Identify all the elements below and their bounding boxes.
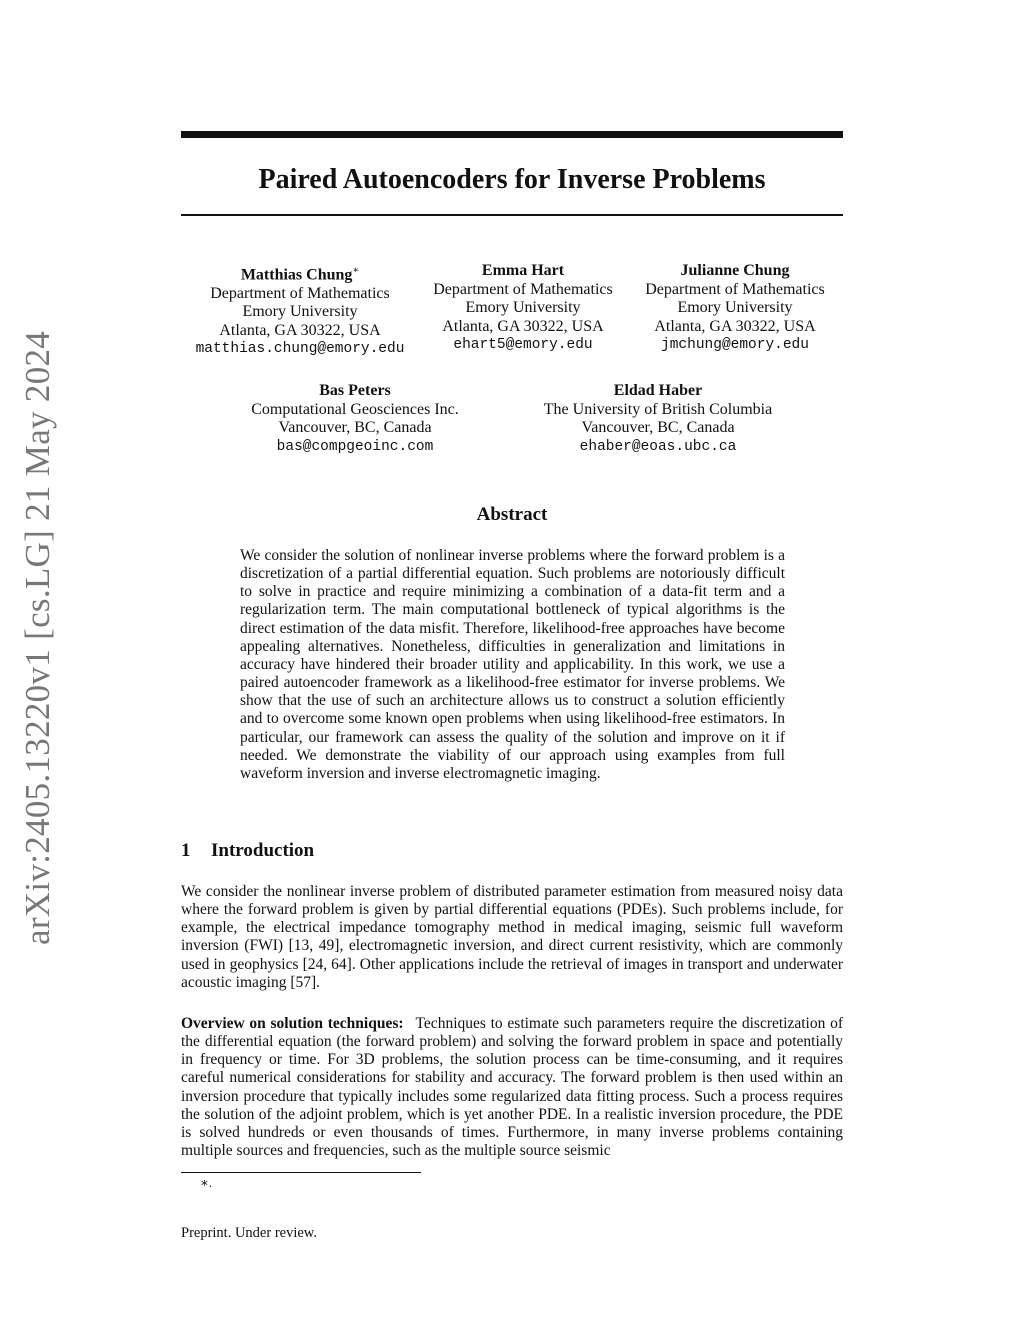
section-heading xyxy=(181,839,314,863)
footnote: ∗. xyxy=(200,1175,213,1190)
author-email[interactable]: bas@compgeoinc.com xyxy=(276,438,434,455)
paper-title: Paired Autoencoders for Inverse Problems xyxy=(258,164,766,195)
overview-paragraph xyxy=(181,1015,843,1160)
section-number: 1 xyxy=(181,840,191,861)
author-department: Department of Mathematics xyxy=(433,280,613,298)
author-block xyxy=(615,262,855,355)
author-institution: Emory University xyxy=(465,299,581,316)
author-location: Vancouver, BC, Canada xyxy=(278,419,432,436)
author-block xyxy=(403,262,643,355)
author-name: Julianne Chung xyxy=(680,262,790,279)
author-department: Computational Geosciences Inc. xyxy=(251,400,459,418)
author-location: Atlanta, GA 30322, USA xyxy=(442,317,604,335)
section-title: Introduction xyxy=(211,840,315,861)
author-block xyxy=(235,382,475,456)
author-block xyxy=(180,262,420,359)
author-name: Matthias Chung∗ xyxy=(240,265,360,284)
author-name: Eldad Haber xyxy=(613,382,703,399)
author-name: Emma Hart xyxy=(481,262,565,279)
author-institution: Emory University xyxy=(677,299,793,316)
author-institution: Emory University xyxy=(242,303,358,321)
author-department: The University of British Columbia xyxy=(543,400,773,418)
author-email[interactable]: jmchung@emory.edu xyxy=(661,337,809,353)
title-rule-bottom xyxy=(181,214,843,216)
paragraph-text: Techniques to estimate such parameters require the discretization of the differential equation (the forward problem) and solving the forward problem in space and potentially in frequency or time. For 3D problems, the solution process can be time-consuming, and it requires careful numerical considerations for stability and accuracy. The forward problem is then used within an inversion procedure that typically includes some regularized data fitting process. Such a process requires the solution of the adjoint problem, which is yet another PDE. In a realistic inversion procedure, the PDE is solved hundreds or even thousands of times. Furthermore, in many inverse problems containing multiple sources and frequencies, such as the multiple source seismic xyxy=(181,1015,843,1160)
abstract-heading: Abstract xyxy=(476,504,548,525)
author-department: Department of Mathematics xyxy=(210,284,390,302)
paragraph-lead: Overview on solution techniques: xyxy=(181,1015,404,1032)
page-footer: Preprint. Under review. xyxy=(181,1225,317,1241)
author-email[interactable]: matthias.chung@emory.edu xyxy=(195,341,405,358)
author-location: Atlanta, GA 30322, USA xyxy=(654,317,816,335)
author-name: Bas Peters xyxy=(319,382,391,399)
author-location: Vancouver, BC, Canada xyxy=(581,419,735,436)
author-location: Atlanta, GA 30322, USA xyxy=(219,321,381,339)
intro-paragraph: We consider the nonlinear inverse problem of distributed parameter estimation from measured noisy data where the forward problem is given by partial differential equations (PDEs). Such problems include, for example, the electrical impedance tomography method in medical imaging, seismic full waveform inversion (FWI) [13, 49], electromagnetic inversion, and direct current resistivity, which are commonly used in geophysics [24, 64]. Other applications include the retrieval of images in transport and underwater acoustic imaging [57]. xyxy=(181,883,843,991)
author-block xyxy=(518,382,798,456)
footnote-rule xyxy=(181,1172,421,1173)
abstract-text: We consider the solution of nonlinear inverse problems where the forward problem is a discretization of a partial differential equation. Such problems are notoriously difficult to solve in practice and require minimizing a combination of a data-fit term and a regularization term. The main computational bottleneck of typical algorithms is the direct estimation of the data misfit. Therefore, likelihood-free approaches have become appealing alternatives. Nonetheless, difficulties in generalization and limitations in accuracy have hindered their broader utility and applicability. In this work, we use a paired autoencoder framework as a likelihood-free estimator for inverse problems. We show that the use of such an architecture allows us to construct a solution efficiently and to overcome some known open problems when using likelihood-free estimators. In particular, our framework can assess the quality of the solution and improve on it if needed. We demonstrate the viability of our approach using examples from full waveform inversion and inverse electromagnetic imaging. xyxy=(240,547,785,782)
arxiv-identifier: arXiv:2405.13220v1 [cs.LG] 21 May 2024 xyxy=(18,330,57,945)
author-department: Department of Mathematics xyxy=(645,280,825,298)
author-email[interactable]: ehaber@eoas.ubc.ca xyxy=(579,438,737,455)
author-footnote-marker: ∗ xyxy=(352,265,360,276)
title-rule-top xyxy=(181,131,843,138)
author-email[interactable]: ehart5@emory.edu xyxy=(453,337,593,353)
